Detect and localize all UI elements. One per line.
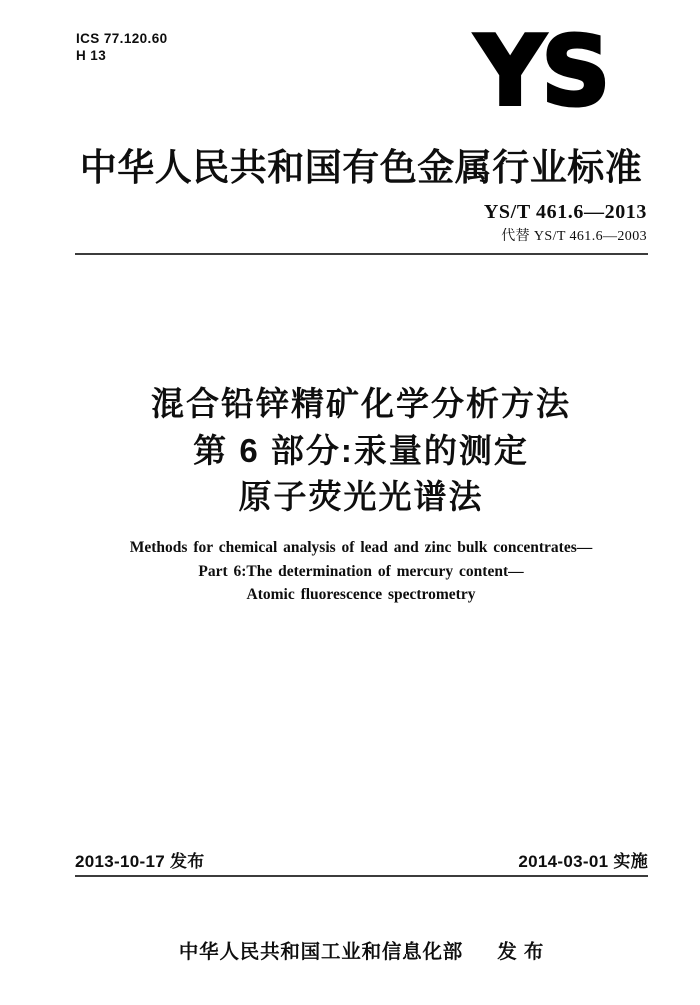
publisher-row — [75, 936, 648, 964]
implementation-date: 2014-03-01 实施 — [518, 852, 648, 871]
standard-category-title: 中华人民共和国有色金属行业标准 — [79, 147, 643, 188]
subject-zh-line-1: 混合铅锌精矿化学分析方法 — [151, 385, 571, 422]
classification-codes — [76, 31, 168, 64]
footer-rule — [75, 875, 648, 877]
subject-title-english — [75, 536, 647, 607]
standard-number: YS/T 461.6—2013 — [483, 201, 647, 223]
subject-en-line-1: Methods for chemical analysis of lead and zinc bulk concentrates— — [129, 539, 593, 556]
ys-logo: YS — [475, 17, 607, 127]
subject-en-line-3: Atomic fluorescence spectrometry — [246, 586, 476, 603]
subject-zh-line-3: 原子荧光光谱法 — [238, 478, 484, 515]
publisher-name: 中华人民共和国工业和信息化部 — [178, 941, 464, 963]
dates-row — [75, 847, 648, 872]
publish-word: 发 布 — [497, 941, 545, 963]
ics-code: ICS 77.120.60 — [76, 31, 168, 46]
header-rule — [75, 253, 648, 255]
standard-number-block — [75, 201, 647, 245]
supersedes-note: 代替 YS/T 461.6—2003 — [501, 229, 647, 244]
subject-zh-line-2: 第 6 部分:汞量的测定 — [193, 431, 529, 469]
subject-en-line-2: Part 6:The determination of mercury content— — [198, 562, 524, 580]
doc-class-code: H 13 — [76, 47, 107, 63]
issue-date: 2013-10-17 发布 — [75, 852, 205, 871]
subject-title-chinese — [75, 381, 647, 521]
